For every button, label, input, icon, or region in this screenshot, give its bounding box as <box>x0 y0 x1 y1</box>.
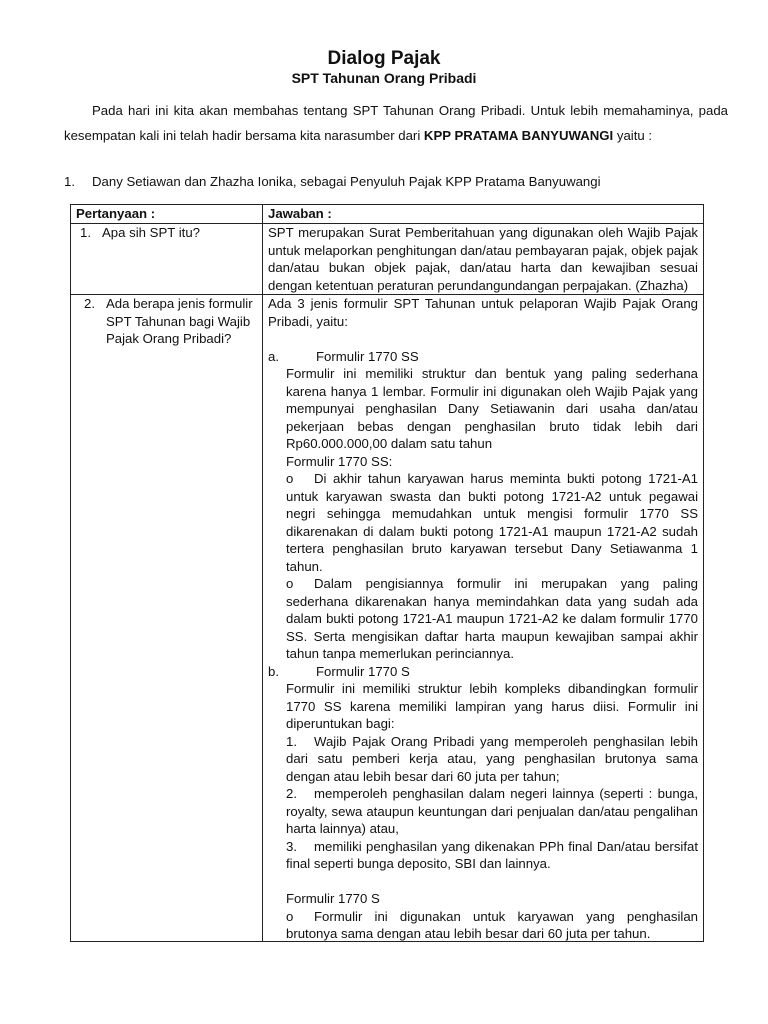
question-text: Apa sih SPT itu? <box>102 225 200 240</box>
bullet-mark: o <box>286 908 294 924</box>
intro-paragraph <box>64 98 728 148</box>
answer-text: SPT merupakan Surat Pemberitahuan yang digunakan oleh Wajib Pajak untuk melaporkan penghitungan dan/atau pembayaran pajak, objek pajak dan/atau bukan objek pajak, dan/atau harta dan kewajiban sesuai dengan ketentuan peraturan perundangundangan perpajakan. (Zhazha) <box>268 225 698 293</box>
answer-header: Jawaban : <box>263 205 704 224</box>
form-a-label: Formulir 1770 SS: <box>286 453 393 469</box>
table-row <box>71 224 704 295</box>
table-row <box>71 295 704 942</box>
question-header: Pertanyaan : <box>71 205 263 224</box>
intro-text-before: Pada hari ini kita akan membahas tentang SPT Tahunan Orang Pribadi. Untuk lebih memahaminya, pada kesempatan kali ini telah hadir bersama kita narasumber dari <box>64 103 728 143</box>
answer-cell <box>263 295 704 942</box>
question-number: 1. <box>80 225 91 240</box>
form-b-letter: b. <box>268 663 279 679</box>
bullet-text: Dalam pengisiannya formulir ini merupakan yang paling sederhana dikarenakan hanya memindahkan data yang sudah ada dalam bukti potong 1721-A1 maupun 1721-A2 ke dalam formulir 1770 SS. Serta mengisikan daftar harta maupun kewajiban sampai akhir tahun tanpa memerlukan perinciannya. <box>286 576 698 661</box>
form-a-heading <box>268 348 698 366</box>
answer-cell <box>263 224 704 295</box>
item-number: 2. <box>286 786 297 801</box>
form-a-title: Formulir 1770 SS <box>316 348 419 364</box>
qa-table <box>70 204 704 942</box>
form-b-description: Formulir ini memiliki struktur lebih kompleks dibandingkan formulir 1770 SS karena memiliki lampiran yang harus diisi. Formulir ini diperuntukan bagi: <box>286 681 698 731</box>
question-text: Ada berapa jenis formulir SPT Tahunan bagi Wajib Pajak Orang Pribadi? <box>106 296 253 346</box>
question-number: 2. <box>84 296 95 311</box>
intro-office-name: KPP PRATAMA BANYUWANGI <box>423 128 614 143</box>
question-cell <box>71 295 263 942</box>
form-a-bullet <box>268 575 698 663</box>
item-number: 1. <box>286 733 297 749</box>
speaker-text: Dany Setiawan dan Zhazha Ionika, sebagai Penyuluh Pajak KPP Pratama Banyuwangi <box>92 174 601 189</box>
item-number: 3. <box>286 838 297 854</box>
bullet-text: Formulir ini digunakan untuk karyawan yang penghasilan brutonya sama dengan atau lebih besar dari 60 juta per tahun. <box>286 908 698 941</box>
answer-intro: Ada 3 jenis formulir SPT Tahunan untuk pelaporan Wajib Pajak Orang Pribadi, yaitu: <box>268 296 698 329</box>
speaker-line <box>64 170 728 194</box>
question-cell <box>71 224 263 295</box>
form-a-description: Formulir ini memiliki struktur dan bentuk yang paling sederhana karena hanya 1 lembar. Formulir ini digunakan oleh Wajib Pajak yang mempunyai penghasilan Dany Setiawanin dari usaha dan/atau pekerjaan bebas dengan penghasilan bruto tidak lebih dari Rp60.000.000,00 dalam satu tahun <box>286 366 698 451</box>
item-text: memperoleh penghasilan dalam negeri lainnya (seperti : bunga, royalty, sewa ataupun keuntungan dari penjualan dan/atau pengalihan harta lainnya) atau, <box>286 786 698 836</box>
form-b-title: Formulir 1770 S <box>316 663 410 679</box>
document-title: Dialog Pajak <box>327 48 441 69</box>
form-a-letter: a. <box>268 348 279 364</box>
item-text: memiliki penghasilan yang dikenakan PPh final Dan/atau bersifat final seperti bunga deposito, SBI dan lainnya. <box>286 838 698 871</box>
form-b-bullet <box>268 908 698 942</box>
form-b-item <box>268 838 698 873</box>
bullet-text: Di akhir tahun karyawan harus meminta bukti potong 1721-A1 untuk karyawan swasta dan bukti potong 1721-A2 untuk pegawai negri sehingga memudahkan untuk mengisi formulir 1770 SS dikarenakan di dalam bukti potong 1721-A1 maupun 1721-A2 sudah tertera penghasilan bruto karyawan tersebut Dany Setiawanma 1 tahun. <box>286 471 698 574</box>
form-a-bullet <box>268 470 698 575</box>
form-b-item <box>268 785 698 838</box>
item-text: Wajib Pajak Orang Pribadi yang memperoleh penghasilan lebih dari satu pemberi kerja atau, yang penghasilan brutonya sama dengan atau lebih besar dari 60 juta per tahun; <box>286 733 698 784</box>
bullet-mark: o <box>286 576 294 591</box>
table-header-row <box>71 205 704 224</box>
bullet-mark: o <box>286 471 294 486</box>
intro-text-after: yaitu : <box>613 128 653 143</box>
form-b-item <box>268 733 698 786</box>
document-subtitle: SPT Tahunan Orang Pribadi <box>291 70 477 86</box>
form-b-label: Formulir 1770 S <box>286 891 380 906</box>
form-b-heading <box>268 663 698 681</box>
speaker-number: 1. <box>64 174 75 189</box>
